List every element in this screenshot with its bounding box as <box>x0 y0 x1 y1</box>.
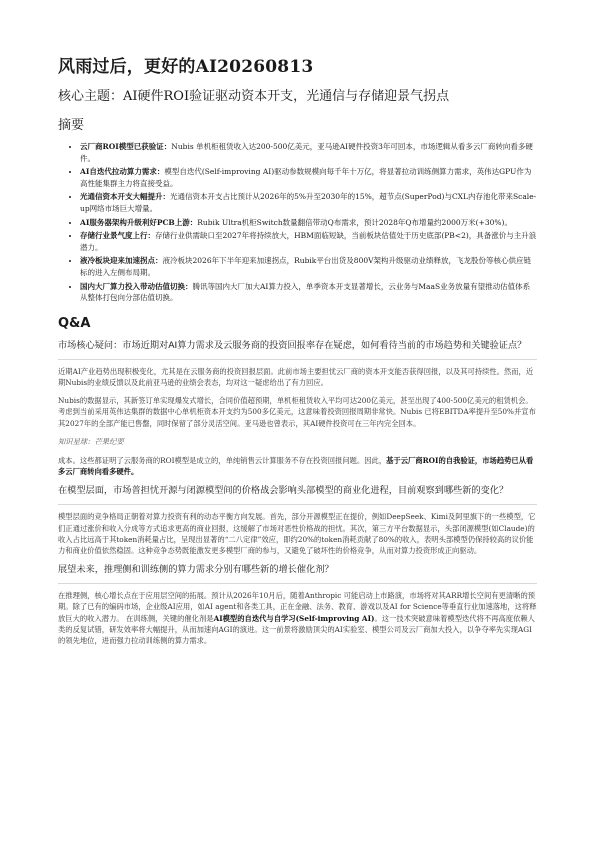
summary-item-lead: AI服务器架构升级利好PCB上游： <box>80 217 198 227</box>
divider <box>58 504 537 505</box>
divider <box>58 359 537 360</box>
qa-heading: Q&A <box>58 315 91 331</box>
answer-conclusion <box>58 455 537 477</box>
summary-item-text: 模型自迭代(Self-improving AI)驱动参数规模向每千年十万亿，将显著拉动训练侧算力需求，英伟达GPU作为高性能集群主力将直接受益。 <box>80 167 532 188</box>
answer-paragraph: Nubis的数据显示，其新签订单实现爆发式增长，合同价值超预期，单机柜租赁收入平均可达200亿美元，甚至出现了400-500亿美元的租赁机会。考虑到当前采用英伟达集群的数据中心单机柜资本开支约为500多亿美元，这意味着投资回报周期非常快。Nubis 已将EBITDA率提升至50%并宣布其2027年的全部产能已售罄，同时保留了部分灵活空间。亚马逊也曾表示，其AI硬件投资可在三年内完全回本。 <box>58 396 536 428</box>
summary-list <box>58 141 537 304</box>
summary-item-text: 光通信资本开支占比预计从2026年的5%升至2030年的15%，超节点(SuperPod)与CXL内存池化带来Scale-up网络市场巨大增量。 <box>80 192 537 213</box>
question-3: 展望未来，推理侧和训练侧的算力需求分别有哪些新的增长催化剂？ <box>58 564 334 576</box>
summary-item <box>80 255 537 278</box>
summary-item-lead: 存储行业景气度上行： <box>80 231 155 241</box>
qa-item-2 <box>58 484 537 556</box>
question-1: 市场核心疑问：市场近期对AI算力需求及云服务商的投资回报率存在疑虑，如何看待当前的市场趋势和关键验证点？ <box>58 339 527 351</box>
summary-item-lead: 国内大厂算力投入带动估值切换： <box>80 281 193 291</box>
question-2: 在模型层面，市场普担忧开源与闭源模型间的价格战会影响头部模型的商业化进程，目前观察到哪些新的变化？ <box>58 485 509 497</box>
answer-paragraph: 模型层面的竞争格局正朝着对算力投资有利的动态平衡方向发展。首先，部分开源模型正在提价，例如DeepSeek、Kimi及阿里旗下的一些模型，它们正通过涨价和收入分成等方式追求更高的商业回报，这缓解了市场对恶性价格战的担忧。其次，第三方平台数据显示，头部闭源模型(如Claude)的收入占比远高于其token消耗量占比，呈现出显著的“二八定律”效应，即约20%的token消耗贡献了80%的收入，表明头部模型仍保持较高的议价能力和商业价值依然稳固。这种竞争态势既能激发更多模型厂商的参与，又避免了破坏性的价格竞争，从而对算力投资形成正向驱动。 <box>58 512 536 555</box>
answer-paragraph <box>58 590 537 646</box>
divider <box>58 583 537 584</box>
summary-item-lead: AI自迭代拉动算力需求： <box>80 167 165 177</box>
summary-item <box>80 217 537 229</box>
core-theme: 核心主题：AI硬件ROI验证驱动资本开支，光通信与存储迎景气拐点 <box>58 89 450 104</box>
summary-item <box>80 166 537 189</box>
conclusion-emphasis: 基于云厂商ROI的自我验证，市场趋势已从看多云厂商转向看多硬件。 <box>58 455 534 477</box>
summary-item <box>80 141 537 164</box>
conclusion-text: 成本。这些都证明了云服务商的ROI模型是成立的，单纯销售云计算服务不存在投资回报问题。因此， <box>58 455 387 465</box>
answer-paragraph: 近期AI产业趋势出现积极变化，尤其是在云服务商的投资回报层面。此前市场主要担忧云厂商的资本开支能否获得回报，以及其可持续性。然而，近期Nubis的业绩反馈以及此前亚马逊的业绩会表态，均对这一疑虑给出了有力回应。 <box>58 366 534 387</box>
summary-item-lead: 液冷板块迎来加速拐点： <box>80 256 163 266</box>
summary-item-lead: 云厂商ROI模型已获验证： <box>80 142 172 151</box>
summary-item-text: 腾讯等国内大厂加大AI算力投入，单季资本开支显著增长，云业务与MaaS业务放量有望推动估值体系从整体打包向分部估值切换。 <box>80 281 531 303</box>
answer-text: 在推理侧，核心增长点在于应用层空间的拓展。预计从2026年10月后，随着Anthropic 可能启动上市路演，市场将对其ARR增长空间有更清晰的预期。除了已有的编码市场，企业级AI应用，如AI agent和各类工具，正在金融、法务、教育、游戏以及AI for Science等垂直行业加速落地，这将释放巨大的收入潜力。 在训练侧，关键的催化剂是 <box>58 591 537 623</box>
qa-item-3 <box>58 563 537 646</box>
summary-item-text: 液冷板块2026年下半年迎来加速拐点，Rubik平台出货及800V架构升级驱动业绩释放，飞龙股份等核心供应链标的进入左侧布局期。 <box>80 256 532 277</box>
qa-item-1 <box>58 339 537 478</box>
summary-item-lead: 光通信资本开支大幅提升： <box>80 192 170 202</box>
answer-text: 。这一技术突破意味着模型迭代将不再高度依赖人类的反复试错，研发效率将大幅提升，从而加速向AGI的演进。这一前景将激励顶尖的AI实验室、模型公司及云厂商加大投入，以争夺率先实现AGI的领先地位，进而强力拉动训练侧的算力需求。 <box>58 613 535 645</box>
answer-emphasis: AI模型的自迭代与自学习(Self-improving AI) <box>213 613 375 623</box>
source-note: 知识星球：芒果纪要 <box>58 436 124 446</box>
summary-item-text: Rubik Ultra机柜Switch数量翻倍带动Q布需求，预计2028年Q布增量约2000万米(+30%)。 <box>197 217 512 227</box>
document-title: 风雨过后，更好的AI20260813 <box>58 57 314 77</box>
summary-item <box>80 230 537 253</box>
summary-item-text: Nubis 单机柜租赁收入达200-500亿美元，亚马逊AI硬件投资3年可回本，市场逻辑从看多云厂商转向看多硬件。 <box>80 142 533 163</box>
summary-item-text: 存储行业供需缺口至2027年将持续放大，HBM面临短缺，当前板块估值处于历史底部(PB<2)，具备涨价与主升浪潜力。 <box>80 231 537 252</box>
summary-item <box>80 191 537 214</box>
summary-item <box>80 281 537 304</box>
summary-heading: 摘要 <box>58 118 85 133</box>
